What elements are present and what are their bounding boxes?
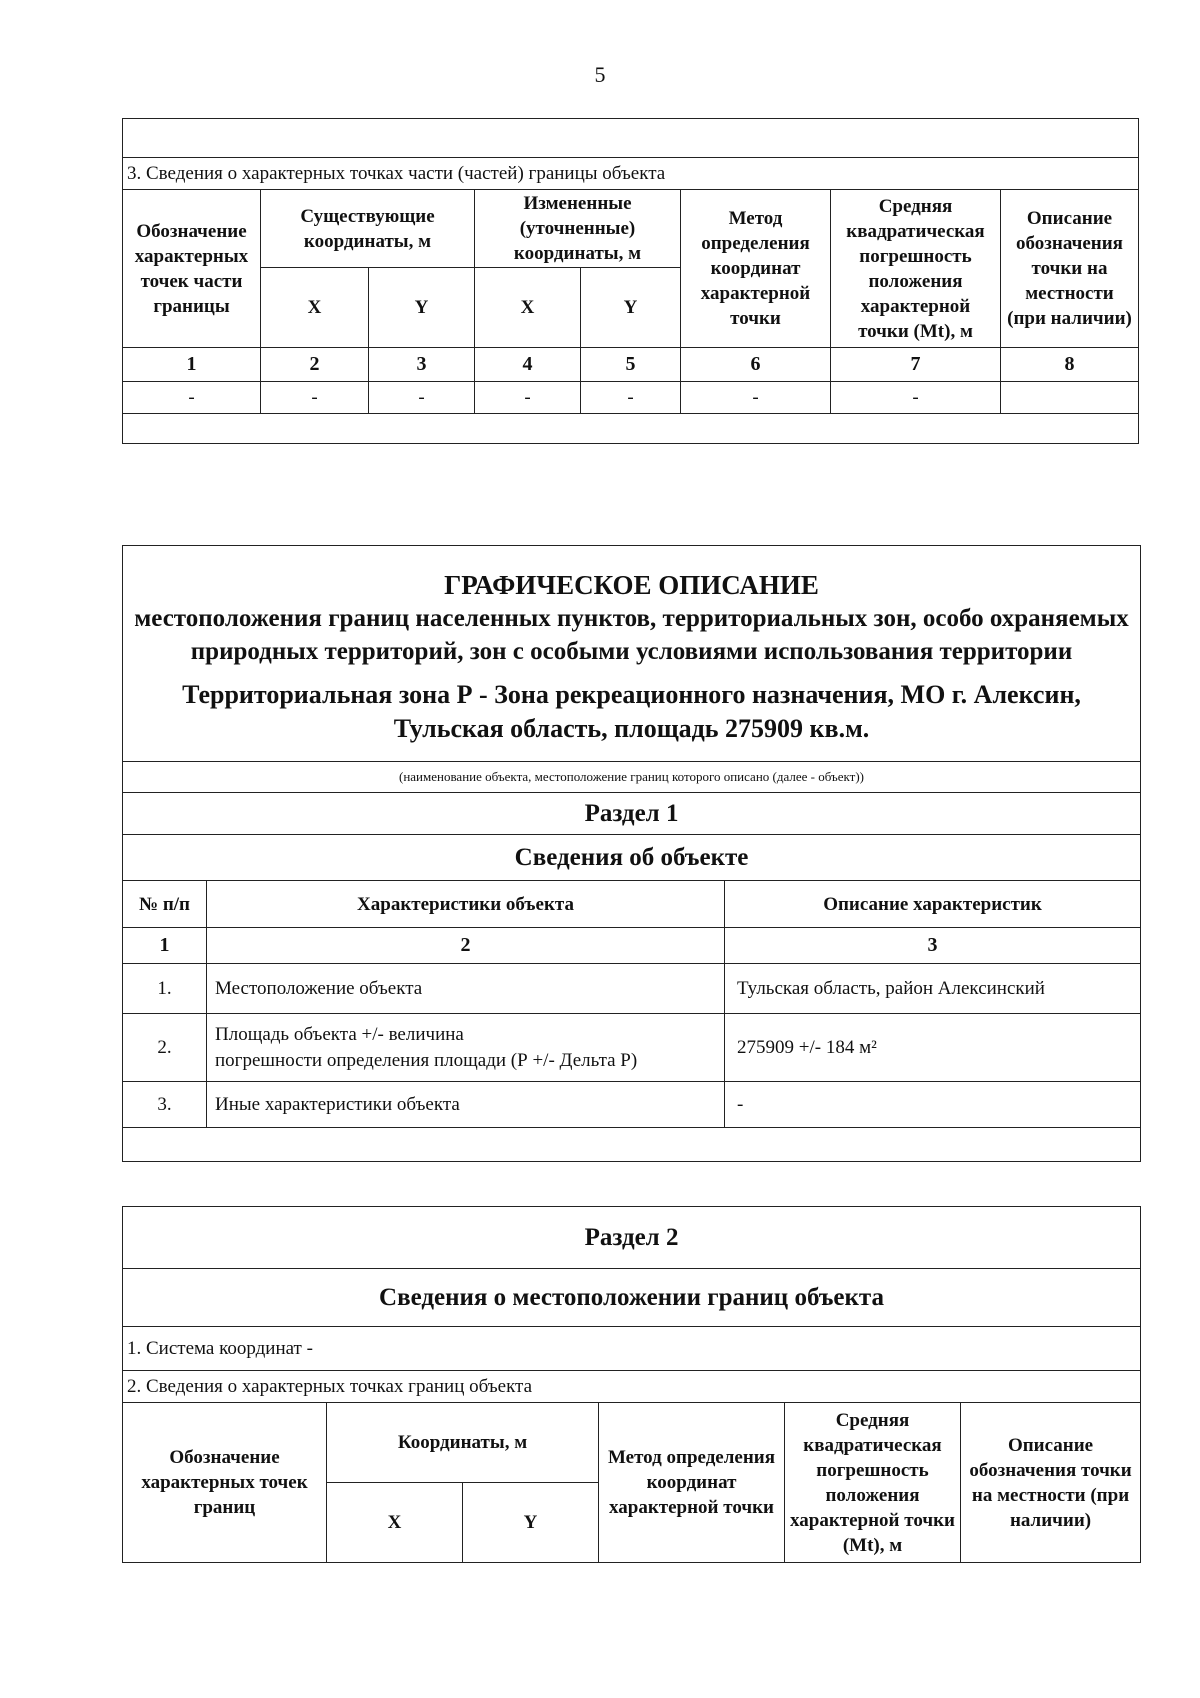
- part-table-caption: 3. Сведения о характерных точках части (частей) границы объекта: [123, 158, 1139, 190]
- header-existing-coords: Существующие координаты, м: [261, 190, 475, 268]
- column-number: 7: [831, 348, 1001, 382]
- graphic-title-block: [123, 546, 1141, 762]
- row-number: 3.: [123, 1082, 207, 1128]
- header-description: Описание обозначения точки на местности (при наличии): [1001, 190, 1139, 348]
- coordinate-system: 1. Система координат -: [123, 1327, 1141, 1371]
- section-2-subtitle: Сведения о местоположении границ объекта: [123, 1269, 1141, 1327]
- header-description: Описание обозначения точки на местности (при наличии): [961, 1403, 1141, 1563]
- document-subtitle: местоположения границ населенных пунктов, территориальных зон, особо охраняемых природных территорий, зон с особыми условиями использования территории: [134, 604, 1129, 665]
- header-method: Метод определения координат характерной точки: [599, 1403, 785, 1563]
- table-cell: -: [261, 382, 369, 414]
- header-y: Y: [463, 1483, 599, 1563]
- table-cell: [1001, 382, 1139, 414]
- empty-row: [123, 414, 1139, 444]
- header-description: Описание характеристик: [725, 881, 1141, 928]
- header-x-changed: X: [475, 268, 581, 348]
- empty-row: [123, 1128, 1141, 1162]
- table-cell: -: [475, 382, 581, 414]
- section-2-table: [122, 1206, 1141, 1563]
- header-x: X: [327, 1483, 463, 1563]
- object-name-caption: (наименование объекта, местоположение границ которого описано (далее - объект)): [123, 762, 1141, 793]
- header-y-changed: Y: [581, 268, 681, 348]
- header-designation: Обозначение характерных точек части границы: [123, 190, 261, 348]
- characteristic-value: 275909 +/- 184 м²: [725, 1014, 1141, 1082]
- characteristic-name: Иные характеристики объекта: [207, 1082, 725, 1128]
- column-number: 5: [581, 348, 681, 382]
- section-1-title: Раздел 1: [123, 793, 1141, 835]
- table-row: [123, 1014, 1141, 1082]
- table-cell: -: [369, 382, 475, 414]
- section-2-title: Раздел 2: [123, 1207, 1141, 1269]
- column-number: 2: [207, 928, 725, 964]
- column-number: 4: [475, 348, 581, 382]
- row-number: 1.: [123, 964, 207, 1014]
- page-number: 5: [594, 62, 606, 87]
- table-cell: -: [681, 382, 831, 414]
- object-name: Территориальная зона Р - Зона рекреационного назначения, МО г. Алексин, Тульская область, площадь 275909 кв.м.: [182, 679, 1081, 743]
- header-rmse: Средняя квадратическая погрешность положения характерной точки (Mt), м: [831, 190, 1001, 348]
- characteristic-name: погрешности определения площади (Р +/- Дельта Р): [215, 1049, 638, 1071]
- section-1-subtitle: Сведения об объекте: [123, 835, 1141, 881]
- header-coordinates: Координаты, м: [327, 1403, 599, 1483]
- header-changed-coords: Измененные (уточненные) координаты, м: [475, 190, 681, 268]
- part-boundary-table: [122, 118, 1139, 444]
- row-number: 2.: [123, 1014, 207, 1082]
- header-method: Метод определения координат характерной точки: [681, 190, 831, 348]
- header-x-existing: X: [261, 268, 369, 348]
- column-number: 1: [123, 928, 207, 964]
- column-number: 6: [681, 348, 831, 382]
- table-cell: -: [123, 382, 261, 414]
- column-number: 3: [369, 348, 475, 382]
- column-number: 2: [261, 348, 369, 382]
- header-row-number: № п/п: [123, 881, 207, 928]
- characteristic-name: Площадь объекта +/- величина: [215, 1023, 464, 1045]
- document-title: ГРАФИЧЕСКОЕ ОПИСАНИЕ: [444, 569, 819, 600]
- table-cell: -: [831, 382, 1001, 414]
- table-cell: -: [581, 382, 681, 414]
- header-characteristic: Характеристики объекта: [207, 881, 725, 928]
- empty-row: [123, 119, 1139, 158]
- table-row: [123, 964, 1141, 1014]
- column-number: 3: [725, 928, 1141, 964]
- header-y-existing: Y: [369, 268, 475, 348]
- points-caption: 2. Сведения о характерных точках границ объекта: [123, 1371, 1141, 1403]
- characteristic-value: Тульская область, район Алексинский: [725, 964, 1141, 1014]
- characteristic-name: Местоположение объекта: [207, 964, 725, 1014]
- column-number: 1: [123, 348, 261, 382]
- table-row: [123, 1082, 1141, 1128]
- header-designation: Обозначение характерных точек границ: [123, 1403, 327, 1563]
- characteristic-value: -: [725, 1082, 1141, 1128]
- column-number: 8: [1001, 348, 1139, 382]
- graphic-description-table: [122, 545, 1141, 1162]
- header-rmse: Средняя квадратическая погрешность положения характерной точки (Mt), м: [785, 1403, 961, 1563]
